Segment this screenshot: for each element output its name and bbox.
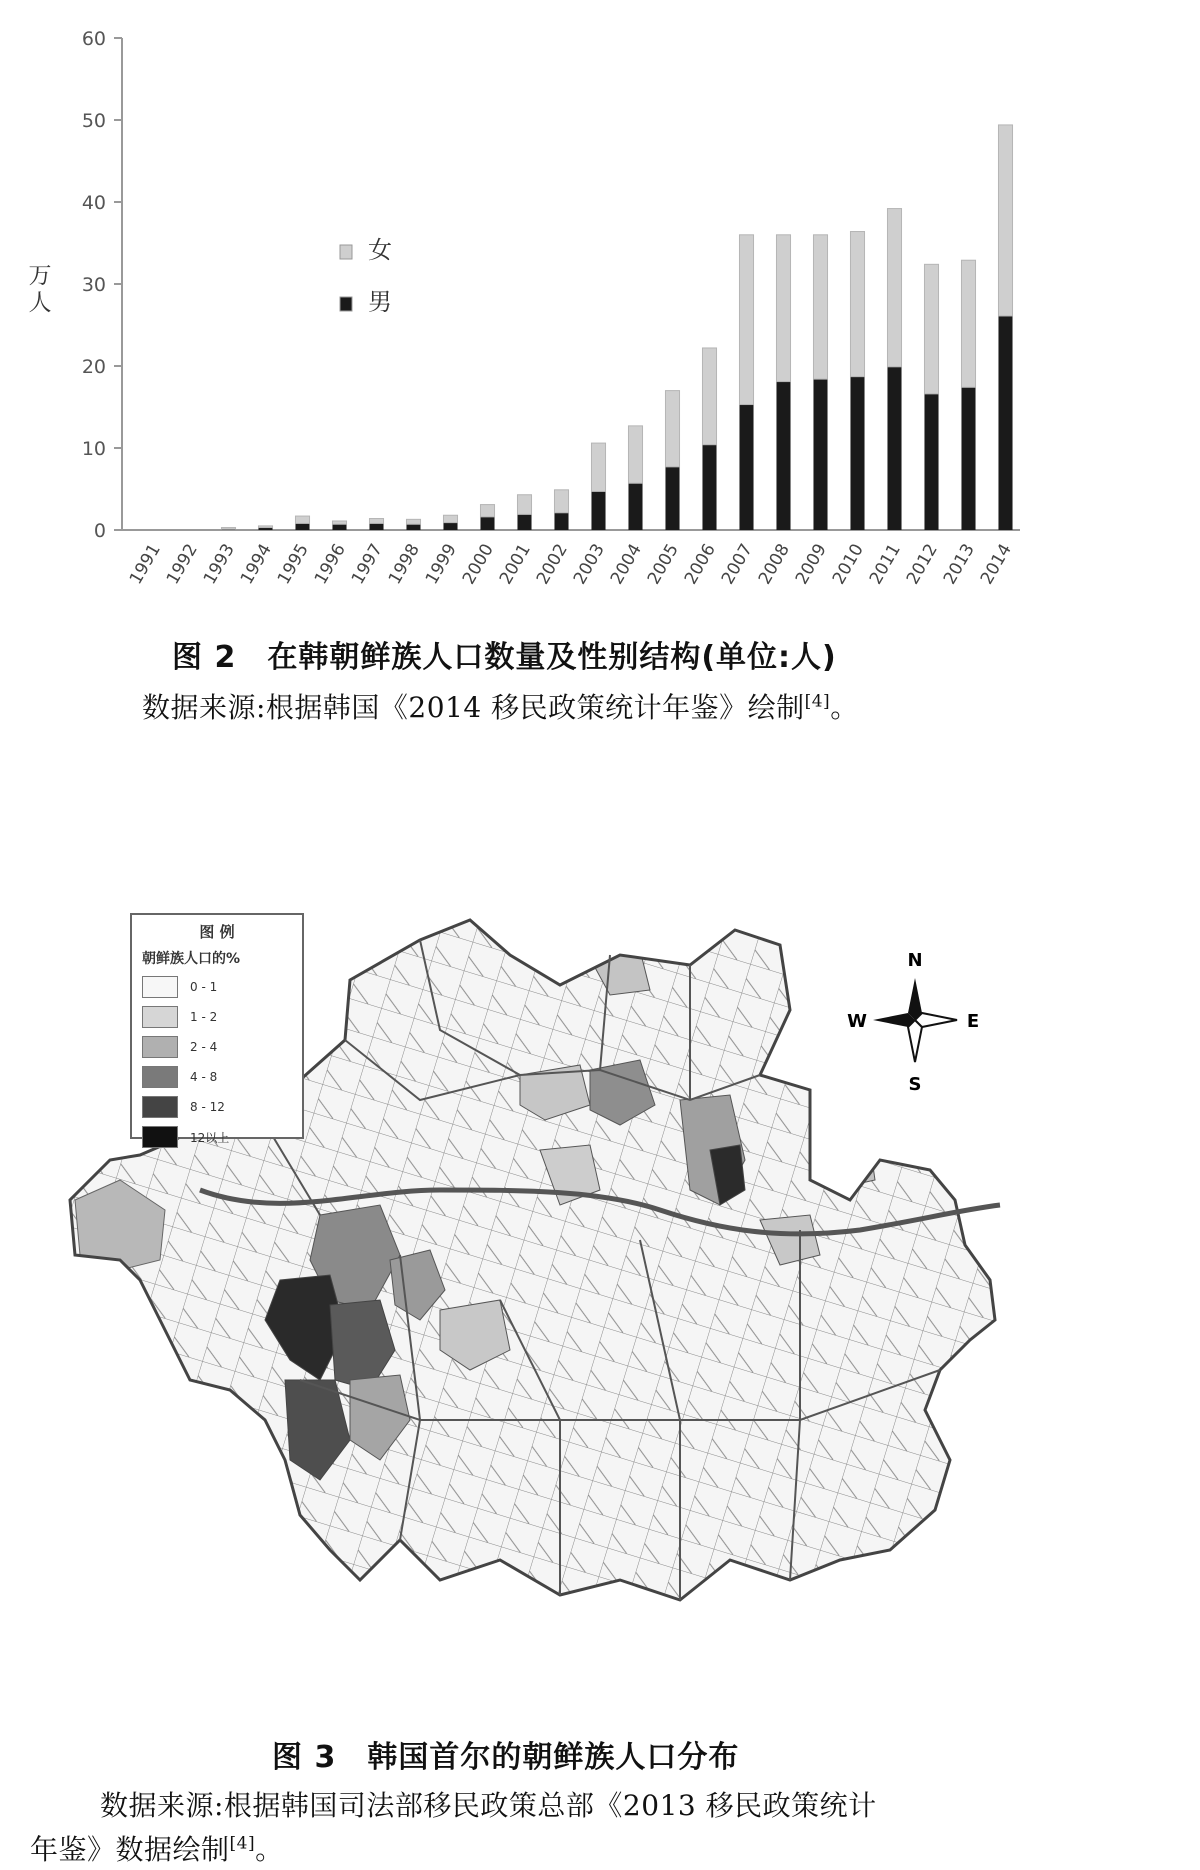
figure-2 — [0, 0, 1200, 740]
figure-2-source-ref: [4] — [804, 691, 831, 712]
map-legend — [130, 913, 304, 1145]
x-tick-label: 2006 — [680, 540, 720, 588]
bar-female-1998 — [406, 519, 420, 524]
legend-swatch — [142, 1096, 178, 1118]
figure-2-source-end: 。 — [830, 691, 859, 724]
x-tick-label: 1994 — [236, 540, 276, 588]
x-tick-label: 2003 — [569, 540, 609, 588]
bar-female-2003 — [591, 443, 605, 491]
legend-label-female: 女 — [368, 236, 392, 264]
bar-male-2002 — [554, 513, 568, 530]
x-tick-label: 2005 — [643, 540, 683, 588]
bar-male-2011 — [887, 367, 901, 530]
bar-female-2008 — [776, 235, 790, 382]
x-tick-label: 1998 — [384, 540, 424, 588]
bar-female-2014 — [998, 125, 1012, 316]
legend-row — [142, 1062, 302, 1092]
x-tick-label: 1996 — [310, 540, 350, 588]
legend-label: 8 - 12 — [190, 1100, 225, 1114]
bar-female-1999 — [443, 515, 457, 522]
x-tick-label: 2004 — [606, 540, 646, 588]
x-tick-label: 1999 — [421, 540, 461, 588]
bar-male-2000 — [480, 517, 494, 530]
x-tick-label: 1997 — [347, 540, 387, 588]
bar-female-2009 — [813, 235, 827, 379]
legend-row — [142, 972, 302, 1002]
bar-female-1995 — [295, 516, 309, 523]
figure-2-source — [142, 686, 859, 726]
legend-label: 12以上 — [190, 1130, 230, 1145]
legend-swatch — [142, 1066, 178, 1088]
y-tick-label: 30 — [81, 274, 106, 296]
bar-male-1999 — [443, 523, 457, 530]
x-tick-label: 2014 — [976, 540, 1016, 588]
legend-swatch — [142, 1036, 178, 1058]
x-tick-label: 2013 — [939, 540, 979, 588]
legend-row — [142, 1032, 302, 1062]
y-tick-label: 10 — [81, 438, 106, 460]
legend-subtitle: 朝鲜族人口的% — [142, 951, 241, 967]
x-tick-label: 1992 — [162, 540, 202, 588]
legend-swatch — [142, 1126, 178, 1148]
figure-3-caption: 图 3 韩国首尔的朝鲜族人口分布 — [272, 1740, 740, 1775]
x-tick-label: 1991 — [125, 540, 165, 588]
bar-male-1997 — [369, 523, 383, 530]
y-tick-label: 20 — [81, 356, 106, 378]
bar-female-2002 — [554, 490, 568, 513]
bar-female-1996 — [332, 521, 346, 524]
y-axis-label-char: 人 — [28, 290, 52, 316]
bar-male-2008 — [776, 382, 790, 530]
compass-e: E — [966, 1011, 980, 1032]
x-tick-label: 2007 — [717, 540, 757, 588]
legend-row — [142, 1122, 302, 1152]
legend-label: 1 - 2 — [190, 1010, 218, 1024]
bar-male-2014 — [998, 316, 1012, 530]
bar-female-2006 — [702, 348, 716, 445]
x-tick-label: 2002 — [532, 540, 572, 588]
legend-swatch — [142, 976, 178, 998]
y-tick-label: 60 — [81, 28, 106, 50]
bar-male-2012 — [924, 394, 938, 530]
y-tick-label: 50 — [81, 110, 106, 132]
bar-male-2001 — [517, 514, 531, 530]
bar-female-2010 — [850, 232, 864, 377]
compass-w: W — [847, 1011, 867, 1032]
figure-2-source-text: 数据来源:根据韩国《2014 移民政策统计年鉴》绘制 — [142, 691, 805, 724]
bar-female-2011 — [887, 209, 901, 367]
y-tick-label: 0 — [93, 520, 106, 542]
x-tick-label: 2009 — [791, 540, 831, 588]
legend-row — [142, 1002, 302, 1032]
bar-female-2004 — [628, 426, 642, 483]
bar-male-2010 — [850, 377, 864, 530]
compass-s: S — [908, 1074, 922, 1095]
legend-label: 4 - 8 — [190, 1070, 218, 1084]
bar-male-2013 — [961, 387, 975, 530]
figure-3 — [0, 860, 1200, 1870]
figure-3-source-line2: 年鉴》数据绘制 — [30, 1833, 230, 1866]
x-tick-label: 2008 — [754, 540, 794, 588]
bar-male-2007 — [739, 405, 753, 530]
figure-3-source-end: 。 — [255, 1833, 284, 1866]
population-bar-chart — [0, 0, 1200, 630]
bar-male-2004 — [628, 483, 642, 530]
legend-label-male: 男 — [368, 288, 392, 316]
x-tick-label: 2001 — [495, 540, 535, 588]
figure-3-source-ref: [4] — [229, 1833, 256, 1854]
figure-3-source-cont — [30, 1828, 284, 1868]
legend-row — [142, 1092, 302, 1122]
x-tick-label: 2012 — [902, 540, 942, 588]
legend-swatch-male — [340, 297, 352, 311]
bar-female-2007 — [739, 235, 753, 405]
compass-n: N — [907, 950, 923, 971]
figure-3-source — [100, 1784, 877, 1824]
legend-swatch-female — [340, 245, 352, 259]
bar-female-2005 — [665, 391, 679, 467]
bar-male-2005 — [665, 467, 679, 530]
compass-rose — [847, 950, 979, 1095]
x-tick-label: 2010 — [828, 540, 868, 588]
bar-female-2012 — [924, 264, 938, 394]
bar-male-1996 — [332, 524, 346, 530]
bar-male-1998 — [406, 524, 420, 530]
bar-male-1995 — [295, 523, 309, 530]
bar-female-1997 — [369, 519, 383, 524]
figure-3-source-line1: 数据来源:根据韩国司法部移民政策总部《2013 移民政策统计 — [100, 1789, 877, 1822]
legend-label: 2 - 4 — [190, 1040, 218, 1054]
bar-female-1994 — [258, 526, 272, 528]
bar-female-1993 — [221, 528, 235, 530]
bar-female-2013 — [961, 260, 975, 387]
x-tick-label: 2000 — [458, 540, 498, 588]
x-tick-label: 2011 — [865, 540, 905, 588]
x-tick-label: 1995 — [273, 540, 313, 588]
bar-male-2003 — [591, 491, 605, 530]
bar-male-2009 — [813, 379, 827, 530]
y-tick-label: 40 — [81, 192, 106, 214]
legend-title: 图 例 — [199, 923, 235, 941]
legend-label: 0 - 1 — [190, 980, 218, 994]
figure-2-caption: 图 2 在韩朝鲜族人口数量及性别结构(单位:人) — [172, 640, 837, 675]
bar-female-2000 — [480, 505, 494, 517]
legend-swatch — [142, 1006, 178, 1028]
y-axis-label-char: 万 — [28, 263, 52, 289]
bar-male-2006 — [702, 445, 716, 530]
x-tick-label: 1993 — [199, 540, 239, 588]
bar-female-2001 — [517, 495, 531, 515]
